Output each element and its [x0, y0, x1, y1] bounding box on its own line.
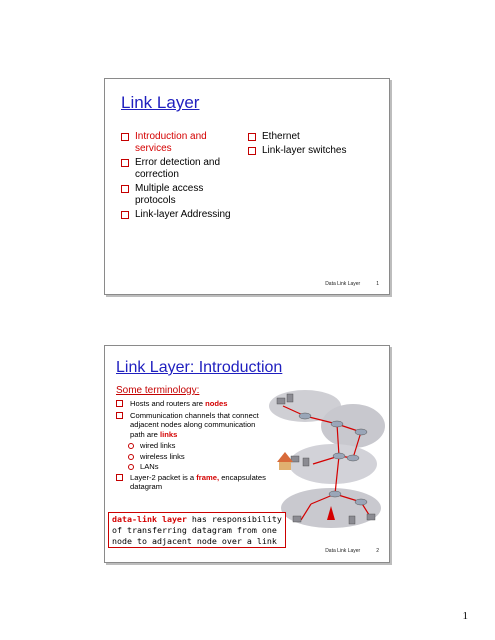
slide-1: [104, 78, 390, 295]
definition-callout: [108, 512, 286, 548]
sub-list-item: LANs: [116, 462, 266, 472]
checkbox-bullet-icon: [121, 159, 129, 167]
list-item: Hosts and routers are nodes: [116, 399, 266, 409]
topic-list-right: [248, 131, 373, 159]
slide-title: Link Layer: [121, 93, 200, 112]
list-item: Multiple access protocols: [121, 183, 241, 207]
list-item: Link-layer switches: [248, 145, 373, 157]
checkbox-bullet-icon: [121, 211, 129, 219]
terminology-list: [116, 399, 266, 494]
footer-label: Data Link Layer: [325, 281, 361, 287]
list-item: Error detection and correction: [121, 157, 241, 181]
slide-2: [104, 345, 390, 563]
list-item: Layer-2 packet is a frame, encapsulates datagram: [116, 473, 266, 492]
topic-list-left: [121, 131, 241, 223]
terminology-heading: Some terminology:: [116, 385, 200, 396]
sub-list-item: wired links: [116, 441, 266, 451]
checkbox-bullet-icon: [116, 474, 123, 481]
callout-text: has responsibility of transferring datagram from one node to adjacent node over a link: [112, 514, 282, 546]
checkbox-bullet-icon: [248, 147, 256, 155]
checkbox-bullet-icon: [121, 133, 129, 141]
checkbox-bullet-icon: [248, 133, 256, 141]
checkbox-bullet-icon: [116, 400, 123, 407]
slide-title: Link Layer: Introduction: [116, 359, 283, 376]
slide-footer: [325, 548, 379, 554]
slide-number: 1: [376, 281, 379, 287]
callout-emphasis: data-link layer: [112, 514, 187, 524]
sub-list-item: wireless links: [116, 452, 266, 462]
circle-bullet-icon: [128, 443, 134, 449]
slide-number: 2: [376, 548, 379, 554]
checkbox-bullet-icon: [116, 412, 123, 419]
checkbox-bullet-icon: [121, 185, 129, 193]
page-number: 1: [462, 610, 468, 622]
list-item: Link-layer Addressing: [121, 209, 241, 221]
circle-bullet-icon: [128, 454, 134, 460]
circle-bullet-icon: [128, 464, 134, 470]
list-item: Ethernet: [248, 131, 373, 143]
slide-footer: [325, 281, 379, 287]
footer-label: Data Link Layer: [325, 548, 361, 554]
list-item: Introduction and services: [121, 131, 241, 155]
list-item: Communication channels that connect adjacent nodes along communication path are links: [116, 411, 266, 440]
